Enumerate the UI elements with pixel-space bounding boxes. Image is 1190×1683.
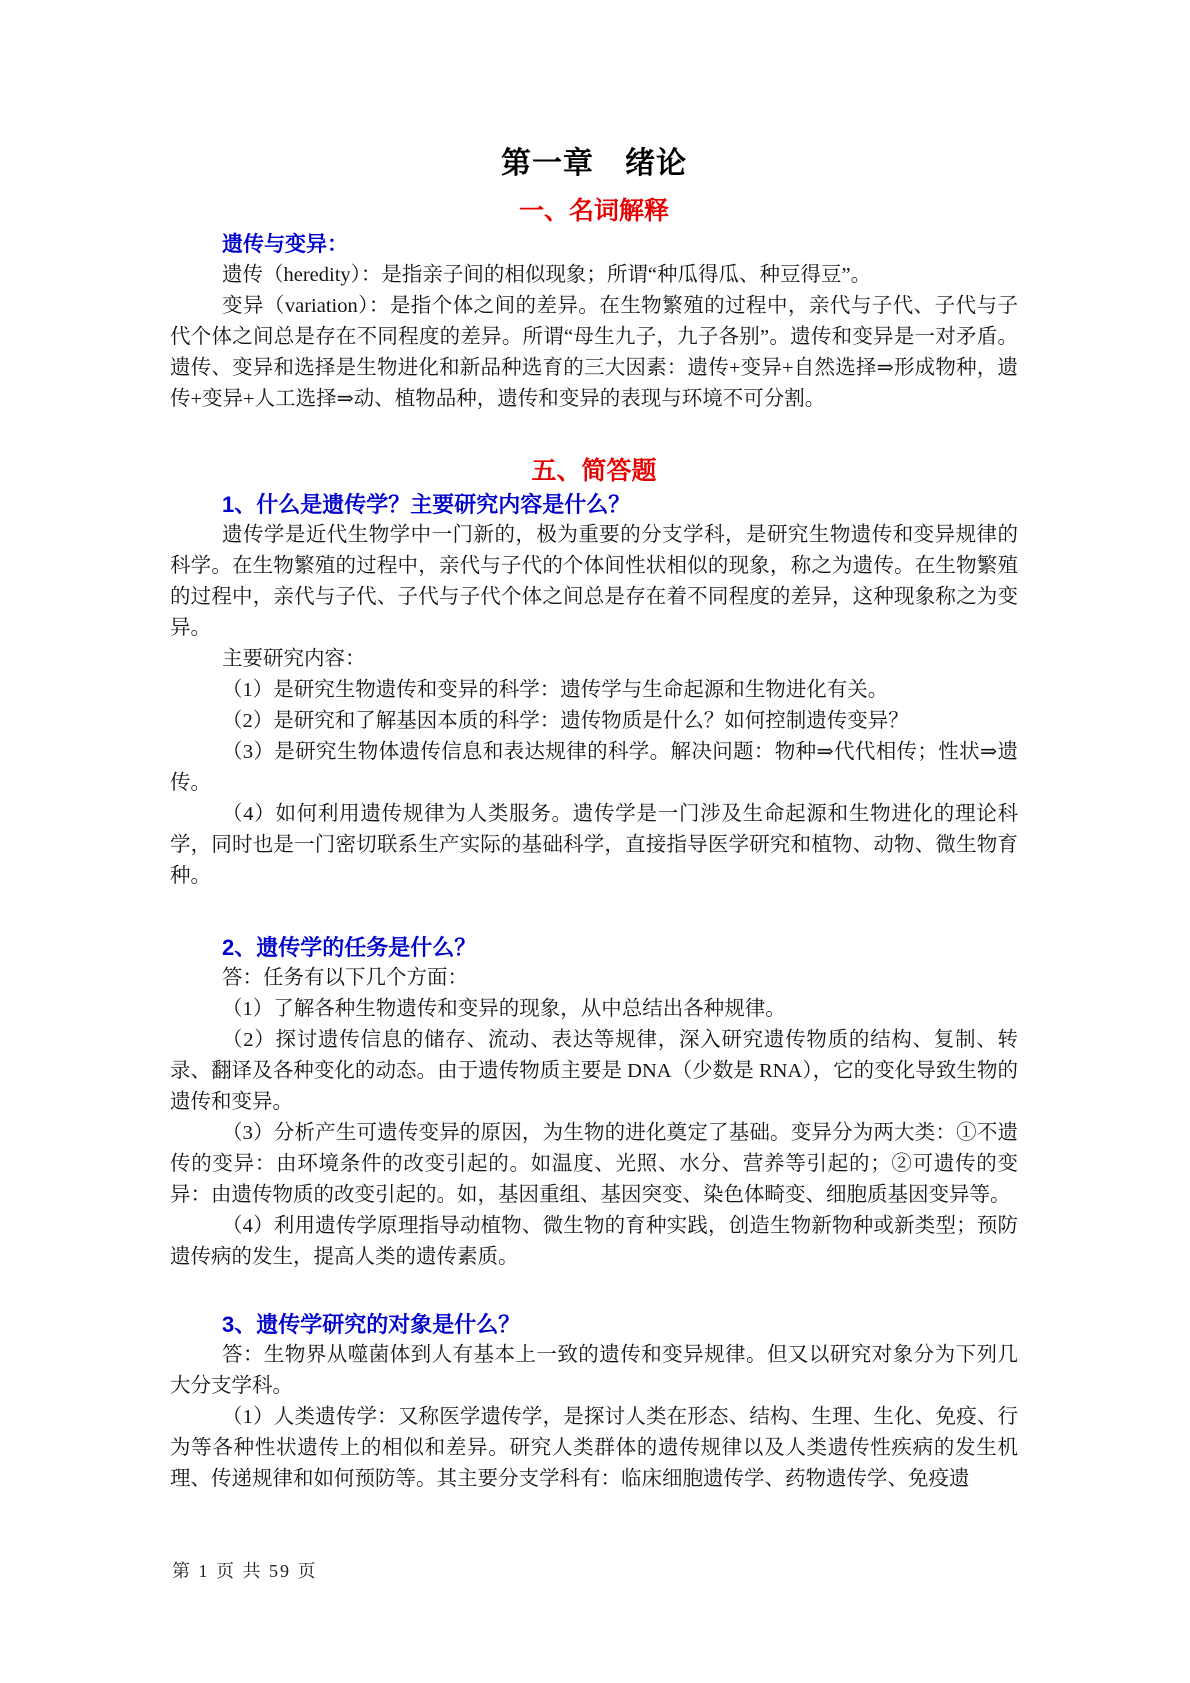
- question-1-subheading: 主要研究内容：: [222, 648, 366, 670]
- question-3-item-1: （1）人类遗传学：又称医学遗传学，是探讨人类在形态、结构、生理、生化、免疫、行为等各种性状遗传上的相似和差异。研究人类群体的遗传规律以及人类遗传性疾病的发生机理、传递规律和如何预防等。其主要分支学科有：临床细胞遗传学、药物遗传学、免疫遗: [170, 1406, 1018, 1490]
- question-1-item-4: （4）如何利用遗传规律为人类服务。遗传学是一门涉及生命起源和生物进化的理论科学，同时也是一门密切联系生产实际的基础科学，直接指导医学研究和植物、动物、微生物育种。: [170, 803, 1018, 887]
- chapter-title: 第一章 绪论: [501, 147, 687, 180]
- question-2-item-3: （3）分析产生可遗传变异的原因，为生物的进化奠定了基础。变异分为两大类：①不遗传的变异：由环境条件的改变引起的。如温度、光照、水分、营养等引起的；②可遗传的变异：由遗传物质的改变引起的。如，基因重组、基因突变、染色体畸变、细胞质基因变异等。: [170, 1122, 1018, 1206]
- question-2-item-1: （1）了解各种生物遗传和变异的现象，从中总结出各种规律。: [222, 998, 786, 1020]
- paragraph-heredity: 遗传（heredity）：是指亲子间的相似现象；所谓“种瓜得瓜、种豆得豆”。: [222, 264, 872, 286]
- question-3-answer: 答：生物界从噬菌体到人有基本上一致的遗传和变异规律。但又以研究对象分为下列几大分支学科。: [170, 1344, 1018, 1397]
- question-3-title: 3、遗传学研究的对象是什么？: [222, 1312, 521, 1337]
- question-1-answer: 遗传学是近代生物学中一门新的，极为重要的分支学科，是研究生物遗传和变异规律的科学。在生物繁殖的过程中，亲代与子代的个体间性状相似的现象，称之为遗传。在生物繁殖的过程中，亲代与子代、子代与子代个体之间总是存在着不同程度的差异，这种现象称之为变异。: [170, 524, 1018, 639]
- page-footer: 第 1 页 共 59 页: [172, 1561, 318, 1581]
- paragraph-variation: 变异（variation）：是指个体之间的差异。在生物繁殖的过程中，亲代与子代、子代与子代个体之间总是存在不同程度的差异。所谓“母生九子，九子各别”。遗传和变异是一对矛盾。遗传、变异和选择是生物进化和新品种选育的三大因素：遗传+变异+自然选择⇒形成物种，遗传+变异+人工选择⇒动、植物品种，遗传和变异的表现与环境不可分割。: [170, 295, 1018, 410]
- term-heading: 遗传与变异：: [222, 233, 348, 256]
- section-heading-short-answer: 五、简答题: [531, 457, 657, 485]
- question-1-item-1: （1）是研究生物遗传和变异的科学：遗传学与生命起源和生物进化有关。: [222, 679, 889, 701]
- question-2-item-2: （2）探讨遗传信息的储存、流动、表达等规律，深入研究遗传物质的结构、复制、转录、翻译及各种变化的动态。由于遗传物质主要是 DNA（少数是 RNA），它的变化导致生物的遗传和变异。: [170, 1029, 1018, 1113]
- question-1-item-3: （3）是研究生物体遗传信息和表达规律的科学。解决问题：物种⇒代代相传；性状⇒遗传。: [170, 741, 1018, 794]
- question-1-item-2: （2）是研究和了解基因本质的科学：遗传物质是什么？如何控制遗传变异？: [222, 710, 909, 732]
- section-heading-terms: 一、名词解释: [518, 197, 669, 225]
- question-2-answer: 答：任务有以下几个方面：: [222, 967, 468, 989]
- question-2-title: 2、遗传学的任务是什么？: [222, 935, 477, 960]
- question-1-title: 1、什么是遗传学？主要研究内容是什么？: [222, 492, 631, 517]
- question-2-item-4: （4）利用遗传学原理指导动植物、微生物的育种实践，创造生物新物种或新类型；预防遗传病的发生，提高人类的遗传素质。: [170, 1215, 1018, 1268]
